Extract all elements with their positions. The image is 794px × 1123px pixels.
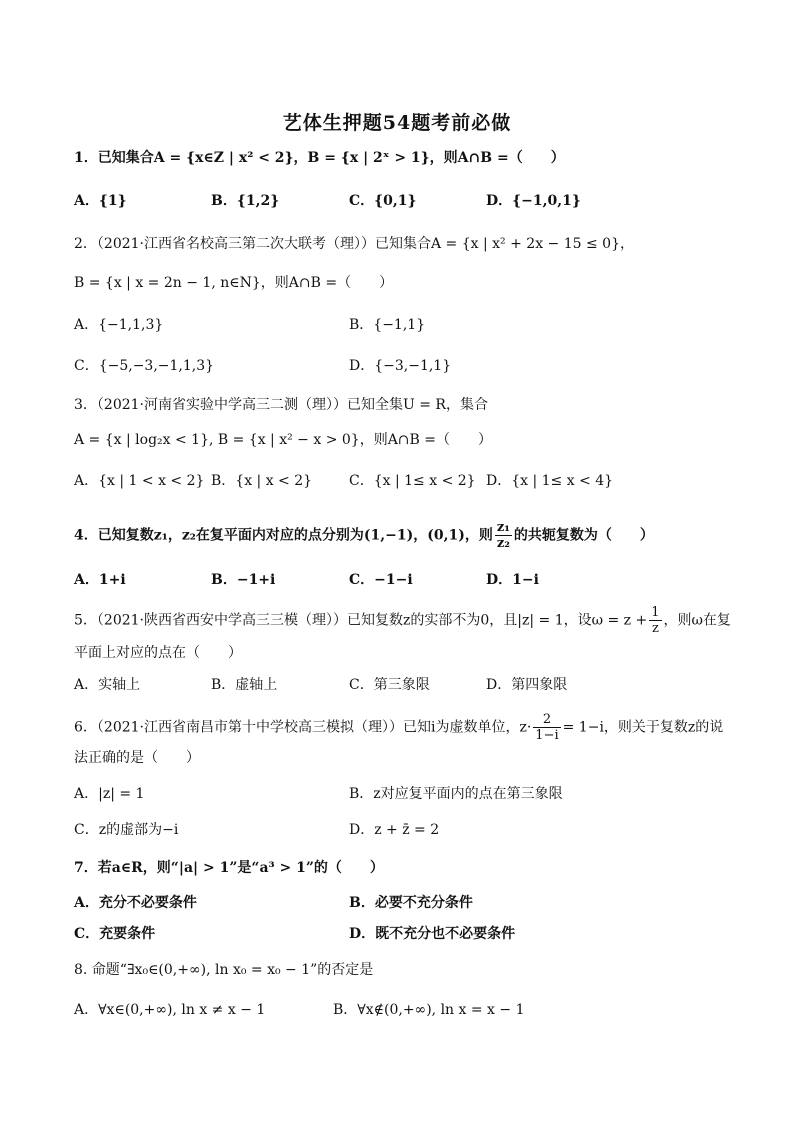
question-6-stem-line1 bbox=[74, 712, 734, 743]
question-2-option-d: D．{−3,−1,1} bbox=[349, 358, 452, 374]
question-1-option-a: A．{1} bbox=[74, 193, 127, 209]
question-1-option-b: B．{1,2} bbox=[211, 193, 280, 209]
question-5-stem-line1 bbox=[74, 605, 734, 636]
question-5-fraction bbox=[649, 605, 661, 636]
question-5-stem-part1: 5．（2021·陕西省西安中学高三三模（理））已知复数z的实部不为0，且|z| = 1，设ω = z + bbox=[74, 612, 648, 629]
question-3-stem-line2: A = {x | log₂x < 1}, B = {x | x² − x > 0}，则A∩B =（ ） bbox=[74, 432, 493, 448]
question-7-option-c: C．充要条件 bbox=[74, 926, 156, 942]
question-7-option-b: B．必要不充分条件 bbox=[349, 895, 473, 911]
fraction-numerator: 1 bbox=[651, 605, 660, 620]
question-7-option-a: A．充分不必要条件 bbox=[74, 895, 197, 911]
question-6-stem-part1: 6．（2021·江西省南昌市第十中学校高三模拟（理））已知i为虚数单位，z· bbox=[74, 719, 532, 736]
question-4-stem bbox=[74, 520, 734, 551]
question-2-stem-line2: B = {x | x = 2n − 1, n∈N}，则A∩B =（ ） bbox=[74, 275, 394, 291]
question-5-option-a: A．实轴上 bbox=[74, 677, 141, 693]
fraction-denominator: z bbox=[651, 621, 659, 636]
question-3-option-c: C．{x | 1≤ x < 2} bbox=[349, 473, 476, 489]
question-4-option-b: B．−1+i bbox=[211, 572, 276, 588]
question-8-option-b: B．∀x∉(0,+∞), ln x = x − 1 bbox=[333, 1002, 525, 1018]
question-6-fraction bbox=[533, 712, 560, 743]
question-4-fraction bbox=[495, 520, 512, 551]
question-5-option-d: D．第四象限 bbox=[486, 677, 568, 693]
question-3-option-b: B．{x | x < 2} bbox=[211, 473, 313, 489]
question-2-stem-line1: 2．（2021·江西省名校高三第二次大联考（理））已知集合A = {x | x² + 2x − 15 ≤ 0}， bbox=[74, 236, 634, 252]
question-1-option-d: D．{−1,0,1} bbox=[486, 193, 581, 209]
fraction-numerator: z₁ bbox=[496, 520, 510, 535]
question-3-option-d: D．{x | 1≤ x < 4} bbox=[486, 473, 614, 489]
question-2-option-a: A．{−1,1,3} bbox=[74, 317, 164, 333]
question-6-stem-line2: 法正确的是（ ） bbox=[74, 750, 200, 766]
fraction-denominator: z₂ bbox=[496, 536, 510, 551]
question-4-option-d: D．1−i bbox=[486, 572, 539, 588]
question-5-option-b: B．虚轴上 bbox=[211, 677, 278, 693]
question-6-option-d: D．z + z̄ = 2 bbox=[349, 822, 440, 838]
question-7-stem: 7．若a∈R，则“|a| > 1”是“a³ > 1”的（ ） bbox=[74, 860, 384, 876]
question-1-option-c: C．{0,1} bbox=[349, 193, 417, 209]
question-6-option-b: B．z对应复平面内的点在第三象限 bbox=[349, 786, 563, 802]
question-5-stem-part2: ，则ω在复 bbox=[663, 612, 731, 629]
question-5-option-c: C．第三象限 bbox=[349, 677, 430, 693]
question-3-option-a: A．{x | 1 < x < 2} bbox=[74, 473, 205, 489]
question-7-option-d: D．既不充分也不必要条件 bbox=[349, 926, 516, 942]
question-1-stem: 1．已知集合A = {x∈Z | x² < 2}，B = {x | 2ˣ > 1}，则A∩B =（ ） bbox=[74, 150, 565, 166]
question-8-stem: 8. 命题“∃x₀∈(0,+∞), ln x₀ = x₀ − 1”的否定是 bbox=[74, 962, 374, 978]
question-2-option-c: C．{−5,−3,−1,1,3} bbox=[74, 358, 215, 374]
question-4-option-a: A．1+i bbox=[74, 572, 126, 588]
question-8-option-a: A．∀x∈(0,+∞), ln x ≠ x − 1 bbox=[74, 1002, 266, 1018]
question-6-option-a: A．|z| = 1 bbox=[74, 786, 145, 802]
question-5-stem-line2: 平面上对应的点在（ ） bbox=[74, 645, 242, 661]
page-title: 艺体生押题54题考前必做 bbox=[282, 112, 512, 134]
question-4-stem-part2: 的共轭复数为（ ） bbox=[513, 527, 654, 544]
fraction-numerator: 2 bbox=[533, 712, 560, 728]
question-6-option-c: C．z的虚部为−i bbox=[74, 822, 179, 838]
question-3-stem-line1: 3．（2021·河南省实验中学高三二测（理））已知全集U = R，集合 bbox=[74, 397, 488, 413]
question-4-stem-part1: 4．已知复数z₁，z₂在复平面内对应的点分别为(1,−1)，(0,1)，则 bbox=[74, 527, 493, 544]
question-6-stem-part2: = 1−i，则关于复数z的说 bbox=[562, 719, 724, 736]
fraction-denominator: 1−i bbox=[535, 728, 559, 743]
question-2-option-b: B．{−1,1} bbox=[349, 317, 426, 333]
question-4-option-c: C．−1−i bbox=[349, 572, 413, 588]
